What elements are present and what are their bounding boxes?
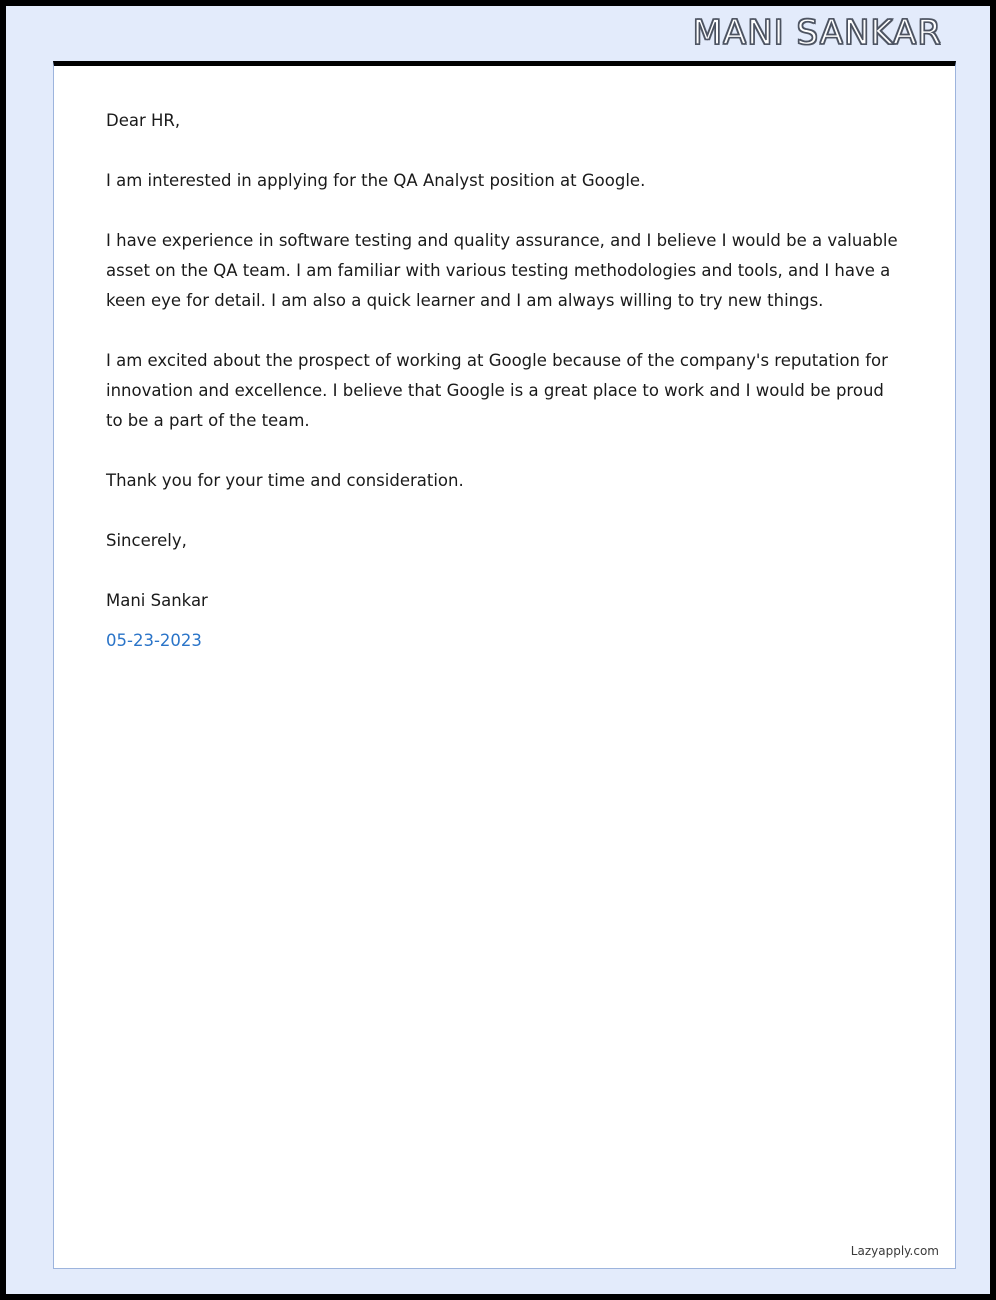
signature-name: Mani Sankar — [106, 591, 208, 610]
page-title: MANI SANKAR — [692, 13, 942, 53]
motivation-paragraph: I am excited about the prospect of working at Google because of the company's reputation for innovation and excellence. I believe that Google is a great place to work and I would be proud to be a part of the team. — [106, 351, 888, 430]
cover-letter-body — [54, 66, 955, 656]
salutation-text: Dear HR, — [106, 111, 181, 130]
cover-letter-sheet — [53, 61, 956, 1269]
document-header — [12, 12, 984, 54]
experience-paragraph: I have experience in software testing and quality assurance, and I believe I would be a valuable asset on the QA team. I am familiar with various testing methodologies and tools, and I have a keen eye for detail. I am also a quick learner and I am always willing to try new things. — [106, 231, 898, 310]
thanks-paragraph: Thank you for your time and consideration. — [106, 471, 464, 490]
footer-brand-label: Lazyapply.com — [850, 1244, 939, 1258]
letter-date: 05-23-2023 — [106, 631, 202, 650]
intro-paragraph: I am interested in applying for the QA Analyst position at Google. — [106, 171, 646, 190]
closing-text: Sincerely, — [106, 531, 187, 550]
